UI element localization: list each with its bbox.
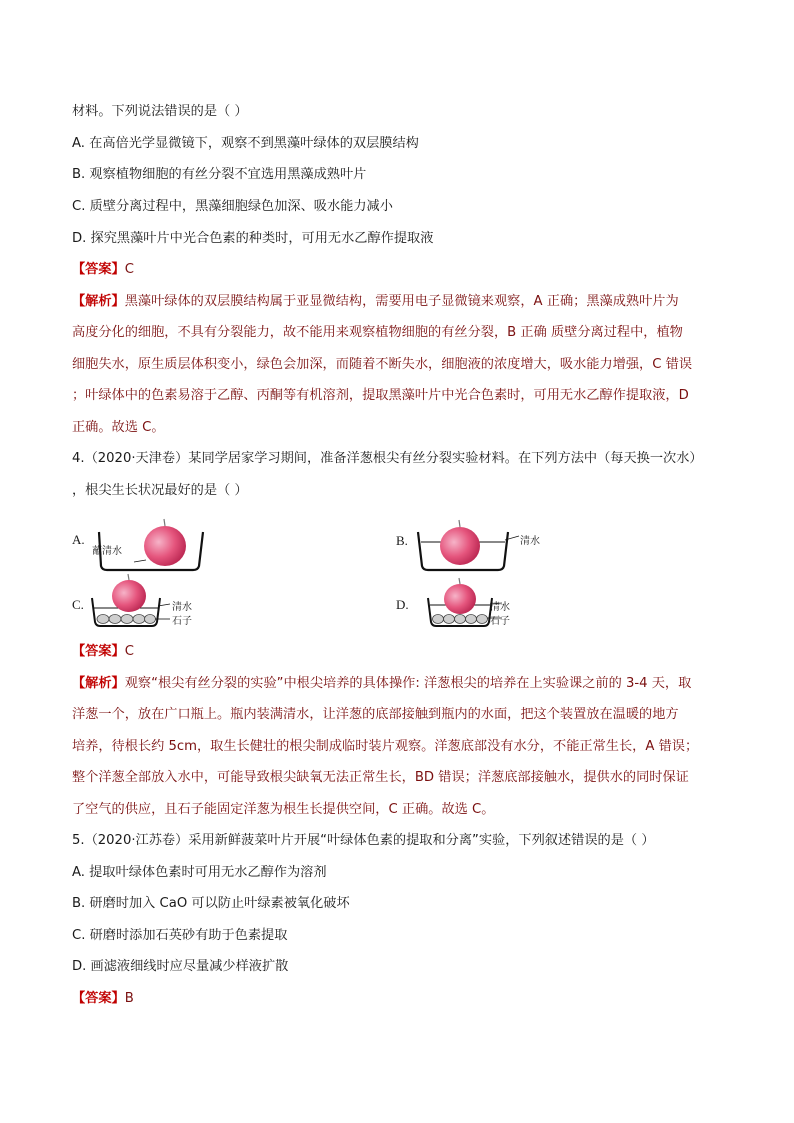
figure-b-letter: B.: [396, 533, 408, 548]
analysis-text: 黑藻叶绿体的双层膜结构属于亚显微结构，需要用电子显微镜来观察，A 正确；黑藻成熟叶片为: [124, 294, 679, 309]
analysis-tag: 【解析】: [72, 294, 125, 309]
q4-analysis-line-4: 整个洋葱全部放入水中，可能导致根尖缺氧无法正常生长，BD 错误；洋葱底部接触水，提供水的同时保证: [72, 770, 689, 785]
q4-stem-line-2: ，根尖生长状况最好的是（ ）: [72, 483, 248, 498]
analysis-tag: 【解析】: [72, 676, 125, 691]
q3-option-c: C. 质壁分离过程中，黑藻细胞绿色加深、吸水能力减小: [72, 199, 393, 214]
q5-option-b: B. 研磨时加入 CaO 可以防止叶绿素被氧化破坏: [72, 896, 350, 911]
onion-icon: [112, 580, 146, 612]
figure-a-beaker: [85, 508, 215, 574]
figure-c-beaker: [90, 572, 180, 630]
answer-value: B: [124, 991, 134, 1006]
q3-option-b: B. 观察植物细胞的有丝分裂不宜选用黑藻成熟叶片: [72, 167, 367, 182]
figure-c-label-stones: 石子: [172, 616, 192, 627]
onion-icon: [144, 526, 186, 566]
stones-icon: [97, 615, 156, 624]
answer-value: C: [124, 262, 134, 277]
figure-c-label-water: 清水: [172, 602, 192, 613]
q4-analysis-line-5: 了空气的供应，且石子能固定洋葱为根生长提供空间，C 正确。故选 C。: [72, 802, 495, 817]
q3-analysis-line-3: 细胞失水，原生质层体积变小，绿色会加深，而随着不断失水，细胞液的浓度增大，吸水能力增强，C 错误: [72, 357, 693, 372]
q3-analysis-line-2: 高度分化的细胞，不具有分裂能力，故不能用来观察植物细胞的有丝分裂，B 正确 质壁分离过程中，植物: [72, 325, 683, 340]
figure-d-label-water: 清水: [490, 602, 510, 613]
figure-b-label: 清水: [520, 536, 540, 547]
answer-tag: 【答案】: [72, 644, 125, 659]
q3-option-d: D. 探究黑藻叶片中光合色素的种类时，可用无水乙醇作提取液: [72, 231, 434, 246]
q4-answer: [72, 643, 134, 661]
q4-analysis-line-3: 培养，待根长约 5cm，取生长健壮的根尖制成临时装片观察。洋葱底部没有水分，不能正常生长，A 错误；: [72, 739, 699, 754]
q5-option-d: D. 画滤液细线时应尽量减少样液扩散: [72, 959, 289, 974]
answer-value: C: [124, 644, 134, 659]
q3-stem-tail: 材料。下列说法错误的是（ ）: [72, 104, 248, 119]
q3-analysis-line-5: 正确。故选 C。: [72, 420, 165, 435]
figure-d-label-stones: 石子: [490, 616, 510, 627]
q5-stem: 5.（2020·江苏卷）采用新鲜菠菜叶片开展“叶绿体色素的提取和分离”实验，下列叙述错误的是（ ）: [72, 833, 655, 848]
q3-analysis-line-1: [72, 293, 679, 311]
figure-a-letter: A.: [72, 532, 85, 547]
q4-analysis-line-2: 洋葱一个，放在广口瓶上。瓶内装满清水，让洋葱的底部接触到瓶内的水面，把这个装置放在温暖的地方: [72, 707, 679, 722]
q4-analysis-line-1: [72, 675, 691, 693]
figure-a-label: 蘸清水: [92, 546, 122, 557]
figure-d-letter: D.: [396, 597, 409, 612]
answer-tag: 【答案】: [72, 262, 125, 277]
q4-stem-line-1: 4.（2020·天津卷）某同学居家学习期间，准备洋葱根尖有丝分裂实验材料。在下列方法中（每天换一次水）: [72, 451, 703, 466]
q3-answer: [72, 261, 134, 279]
analysis-text: 观察“根尖有丝分裂的实验”中根尖培养的具体操作: 洋葱根尖的培养在上实验课之前的 3-4 天，取: [124, 676, 692, 691]
figure-c-letter: C.: [72, 597, 84, 612]
stones-icon: [433, 615, 488, 624]
q3-analysis-line-4: ；叶绿体中的色素易溶于乙醇、丙酮等有机溶剂，提取黑藻叶片中光合色素时，可用无水乙醇作提取液，D: [72, 388, 689, 403]
q5-option-a: A. 提取叶绿体色素时可用无水乙醇作为溶剂: [72, 865, 327, 880]
answer-tag: 【答案】: [72, 991, 125, 1006]
q5-answer: [72, 990, 134, 1008]
onion-icon: [444, 584, 476, 614]
q5-option-c: C. 研磨时添加石英砂有助于色素提取: [72, 928, 288, 943]
figure-b-beaker: [414, 508, 534, 574]
q3-option-a: A. 在高倍光学显微镜下，观察不到黑藻叶绿体的双层膜结构: [72, 136, 419, 151]
onion-icon: [440, 527, 480, 565]
